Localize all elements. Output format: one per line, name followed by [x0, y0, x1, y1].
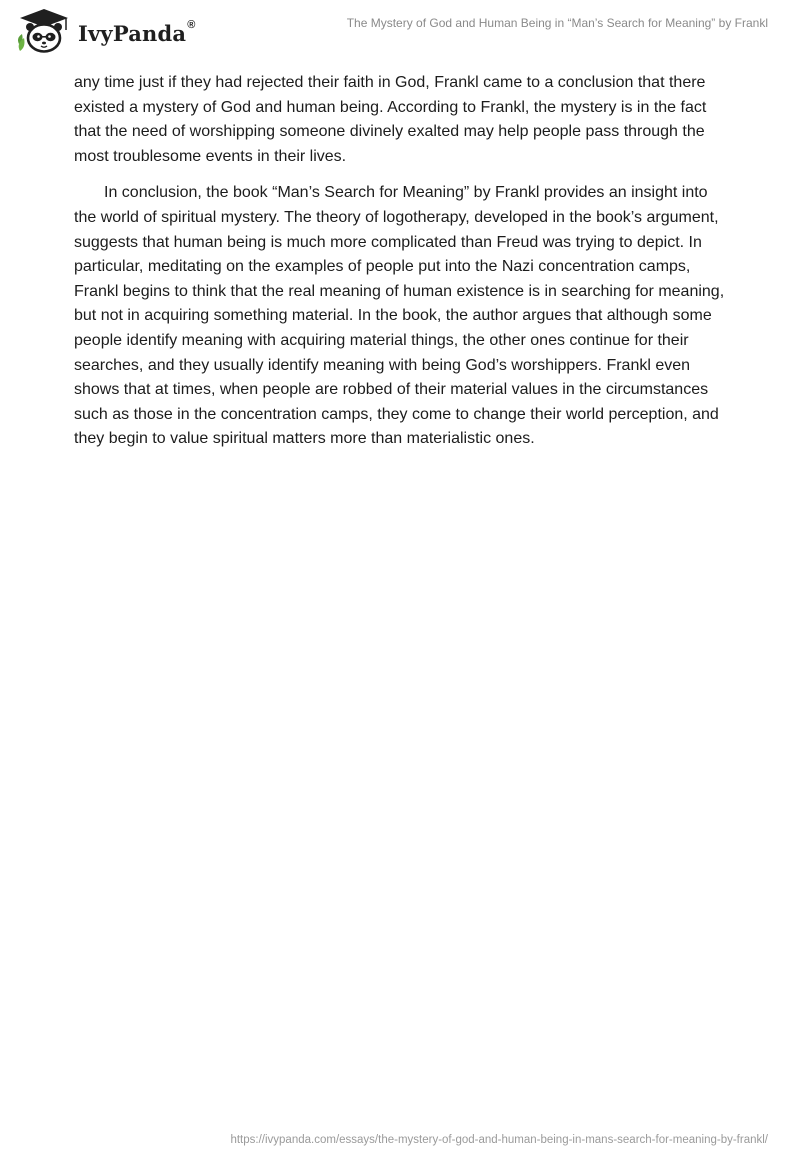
- panda-graduation-cap-icon: [14, 8, 74, 54]
- essay-body: [74, 71, 726, 464]
- document-title: The Mystery of God and Human Being in “Man’s Search for Meaning” by Frankl: [346, 16, 768, 30]
- brand-logo[interactable]: [14, 8, 196, 54]
- paragraph-continuation: any time just if they had rejected their faith in God, Frankl came to a conclusion that there existed a mystery of God and human being. According to Frankl, the mystery is in the fact that the need of worshipping someone divinely exalted may help people pass through the most troublesome events in their lives.: [74, 74, 707, 165]
- source-url[interactable]: https://ivypanda.com/essays/the-mystery-of-god-and-human-being-in-mans-search-for-meaning-by-frankl/: [230, 1134, 768, 1146]
- brand-name: IvyPanda®: [78, 18, 196, 46]
- paragraph-conclusion: In conclusion, the book “Man’s Search for Meaning” by Frankl provides an insight into the world of spiritual mystery. The theory of logotherapy, developed in the book’s argument, suggests that human being is much more complicated than Freud was trying to depict. In particular, meditating on the examples of people put into the Nazi concentration camps, Frankl begins to think that the real meaning of human existence is in searching for meaning, but not in acquiring something material. In the book, the author argues that although some people identify meaning with acquiring material things, the other ones continue for their searches, and they usually identify meaning with being God’s worshippers. Frankl even shows that at times, when people are robbed of their material values in the circumstances such as those in the concentration camps, they come to change their world perception, and they begin to value spiritual matters more than materialistic ones.: [74, 184, 725, 448]
- registered-mark: ®: [187, 18, 196, 31]
- page-header: [0, 0, 800, 64]
